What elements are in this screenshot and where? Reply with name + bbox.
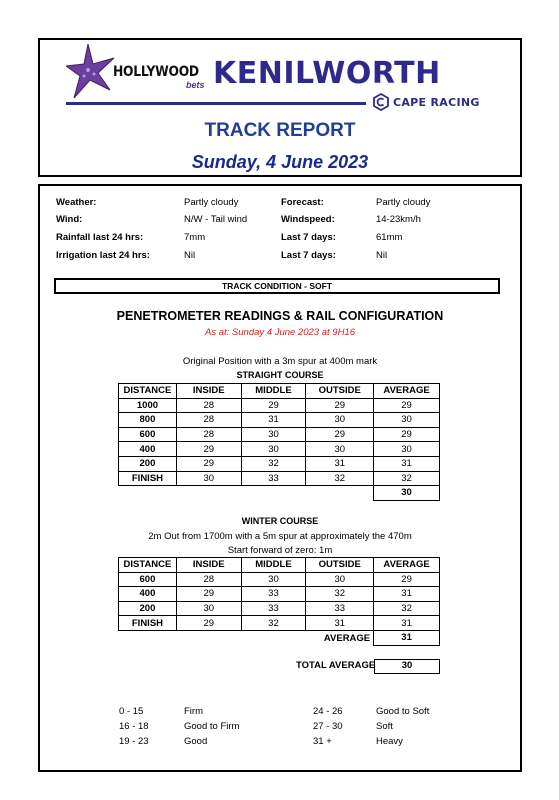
table-row <box>119 572 440 587</box>
outside-cell: 30 <box>306 413 374 428</box>
table-average-row <box>119 630 440 645</box>
middle-cell: 32 <box>241 456 306 471</box>
legend-range: 16 - 18 <box>119 721 149 732</box>
windspeed-label: Windspeed: <box>281 214 335 225</box>
distance-cell: 1000 <box>119 398 177 413</box>
column-header: DISTANCE <box>119 558 177 573</box>
outside-cell: 31 <box>306 456 374 471</box>
inside-cell: 30 <box>176 601 241 616</box>
inside-cell: 29 <box>176 587 241 602</box>
legend-range: 19 - 23 <box>119 736 149 747</box>
outside-cell: 30 <box>306 442 374 457</box>
outside-cell: 33 <box>306 601 374 616</box>
straight-course-table <box>118 383 440 501</box>
rainfall-value: 7mm <box>184 232 206 243</box>
straight-note: Original Position with a 3m spur at 400m mark <box>182 356 378 367</box>
rain-7days-value: 61mm <box>376 232 403 243</box>
inside-cell: 29 <box>176 456 241 471</box>
legend-range: 0 - 15 <box>119 706 144 717</box>
table-row <box>119 427 440 442</box>
total-average-label: TOTAL AVERAGE <box>296 660 376 671</box>
distance-cell: 600 <box>119 572 177 587</box>
outside-cell: 29 <box>306 427 374 442</box>
straight-heading: STRAIGHT COURSE <box>236 370 324 380</box>
penetrometer-title: PENETROMETER READINGS & RAIL CONFIGURATION <box>116 309 444 323</box>
table-row <box>119 601 440 616</box>
distance-cell: 200 <box>119 456 177 471</box>
average-cell: 29 <box>374 398 440 413</box>
weather-label: Weather: <box>56 197 97 208</box>
wind-label: Wind: <box>56 214 83 225</box>
winter-average-value: 31 <box>374 630 440 645</box>
forecast-value: Partly cloudy <box>376 197 431 208</box>
winter-course-table <box>118 557 440 646</box>
average-cell: 31 <box>374 616 440 631</box>
outside-cell: 29 <box>306 398 374 413</box>
logo-divider <box>66 102 366 105</box>
middle-cell: 32 <box>241 616 306 631</box>
middle-cell: 33 <box>241 471 306 486</box>
outside-cell: 32 <box>306 587 374 602</box>
track-condition: TRACK CONDITION - SOFT <box>54 278 500 294</box>
straight-average-value: 30 <box>374 486 440 501</box>
table-average-row <box>119 486 440 501</box>
inside-cell: 28 <box>176 572 241 587</box>
distance-cell: 400 <box>119 442 177 457</box>
inside-cell: 30 <box>176 471 241 486</box>
brand-primary: HOLLYWOOD <box>113 64 199 80</box>
legend-range: 27 - 30 <box>313 721 343 732</box>
winter-average-label: AVERAGE <box>323 632 371 644</box>
legend-range: 24 - 26 <box>313 706 343 717</box>
distance-cell: FINISH <box>119 616 177 631</box>
inside-cell: 28 <box>176 427 241 442</box>
table-row <box>119 456 440 471</box>
winter-heading: WINTER COURSE <box>241 516 319 526</box>
penetrometer-as-at: As at: Sunday 4 June 2023 at 9H16 <box>205 327 355 338</box>
distance-cell: 400 <box>119 587 177 602</box>
rainfall-label: Rainfall last 24 hrs: <box>56 232 144 243</box>
cape-racing-icon <box>372 93 390 111</box>
average-cell: 30 <box>374 413 440 428</box>
logo <box>66 42 496 114</box>
table-row <box>119 616 440 631</box>
inside-cell: 28 <box>176 413 241 428</box>
report-date: Sunday, 4 June 2023 <box>191 152 369 172</box>
column-header: MIDDLE <box>241 384 306 399</box>
average-cell: 31 <box>374 587 440 602</box>
average-cell: 32 <box>374 471 440 486</box>
outside-cell: 30 <box>306 572 374 587</box>
average-cell: 30 <box>374 442 440 457</box>
legend-desc: Firm <box>184 706 203 717</box>
windspeed-value: 14-23km/h <box>376 214 421 225</box>
middle-cell: 33 <box>241 587 306 602</box>
outside-cell: 31 <box>306 616 374 631</box>
distance-cell: FINISH <box>119 471 177 486</box>
winter-note-2: Start forward of zero: 1m <box>227 545 333 556</box>
middle-cell: 30 <box>241 572 306 587</box>
legend-range: 31 + <box>313 736 332 747</box>
average-cell: 29 <box>374 572 440 587</box>
distance-cell: 800 <box>119 413 177 428</box>
average-cell: 32 <box>374 601 440 616</box>
table-row <box>119 398 440 413</box>
middle-cell: 30 <box>241 442 306 457</box>
inside-cell: 28 <box>176 398 241 413</box>
winter-note: 2m Out from 1700m with a 5m spur at approximately the 470m <box>148 531 412 542</box>
legend-desc: Good to Firm <box>184 721 240 732</box>
table-header-row <box>119 558 440 573</box>
inside-cell: 29 <box>176 616 241 631</box>
average-cell: 29 <box>374 427 440 442</box>
table-row <box>119 413 440 428</box>
table-row <box>119 471 440 486</box>
column-header: AVERAGE <box>374 384 440 399</box>
venue-name: KENILWORTH <box>213 56 441 91</box>
irrigation-7days-value: Nil <box>376 250 388 261</box>
legend-desc: Soft <box>376 721 393 732</box>
column-header: INSIDE <box>176 384 241 399</box>
column-header: AVERAGE <box>374 558 440 573</box>
table-row <box>119 442 440 457</box>
legend-desc: Good to Soft <box>376 706 430 717</box>
column-header: INSIDE <box>176 558 241 573</box>
middle-cell: 30 <box>241 427 306 442</box>
legend-desc: Heavy <box>376 736 403 747</box>
middle-cell: 33 <box>241 601 306 616</box>
middle-cell: 31 <box>241 413 306 428</box>
column-header: OUTSIDE <box>306 384 374 399</box>
middle-cell: 29 <box>241 398 306 413</box>
partner-name: CAPE RACING <box>393 96 480 109</box>
total-average-value: 30 <box>374 659 440 674</box>
brand-sub: bets <box>186 80 205 90</box>
inside-cell: 29 <box>176 442 241 457</box>
distance-cell: 600 <box>119 427 177 442</box>
column-header: DISTANCE <box>119 384 177 399</box>
table-header-row <box>119 384 440 399</box>
irrigation-value: Nil <box>184 250 196 261</box>
legend-desc: Good <box>184 736 208 747</box>
average-cell: 31 <box>374 456 440 471</box>
column-header: MIDDLE <box>241 558 306 573</box>
forecast-label: Forecast: <box>281 197 324 208</box>
weather-value: Partly cloudy <box>184 197 239 208</box>
irrigation-7days-label: Last 7 days: <box>281 250 336 261</box>
table-row <box>119 587 440 602</box>
irrigation-label: Irrigation last 24 hrs: <box>56 250 150 261</box>
distance-cell: 200 <box>119 601 177 616</box>
wind-value: N/W - Tail wind <box>184 214 248 225</box>
rain-7days-label: Last 7 days: <box>281 232 336 243</box>
outside-cell: 32 <box>306 471 374 486</box>
page-title: TRACK REPORT <box>204 120 356 141</box>
column-header: OUTSIDE <box>306 558 374 573</box>
